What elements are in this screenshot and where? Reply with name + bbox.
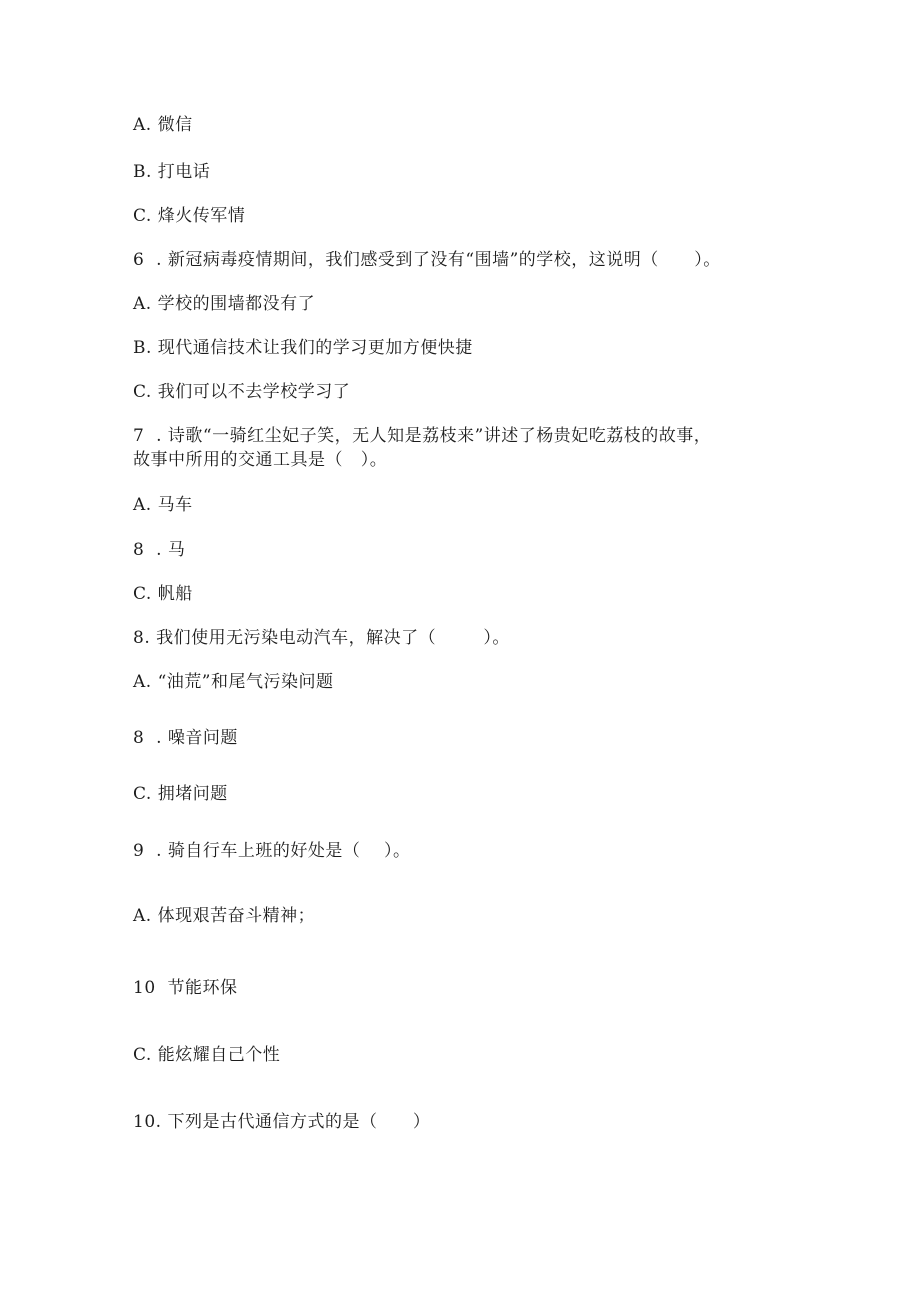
option-a-wechat: A. 微信 [133,115,193,135]
question-7-option-a: A. 马车 [133,495,193,515]
question-6: 6 . 新冠病毒疫情期间，我们感受到了没有“围墙”的学校，这说明（ ）。 [133,250,721,270]
option-b-phone-call: B. 打电话 [133,162,211,182]
question-9: 9 . 骑自行车上班的好处是（ ）。 [133,841,411,861]
question-7-line-1: 7 . 诗歌“一骑红尘妃子笑，无人知是荔枝来”讲述了杨贵妃吃荔枝的故事， [133,426,712,446]
question-8-option-c: C. 拥堵问题 [133,784,228,804]
question-7-line-2: 故事中所用的交通工具是（ ）。 [133,450,388,470]
question-9-option-b: 10 节能环保 [133,978,238,998]
question-8-option-a: A. “油荒”和尾气污染问题 [133,672,334,692]
question-6-option-c: C. 我们可以不去学校学习了 [133,382,351,402]
option-c-beacon-fire: C. 烽火传军情 [133,206,246,226]
question-10: 10. 下列是古代通信方式的是（ ） [133,1112,431,1132]
question-7-option-c: C. 帆船 [133,584,193,604]
question-9-option-a: A. 体现艰苦奋斗精神； [133,906,316,926]
question-7-option-b: 8 . 马 [133,540,186,560]
question-9-option-c: C. 能炫耀自己个性 [133,1045,281,1065]
question-8: 8. 我们使用无污染电动汽车，解决了（ ）。 [133,628,510,648]
question-6-option-a: A. 学校的围墙都没有了 [133,294,316,314]
question-6-option-b: B. 现代通信技术让我们的学习更加方便快捷 [133,338,473,358]
question-8-option-b: 8 . 噪音问题 [133,728,238,748]
